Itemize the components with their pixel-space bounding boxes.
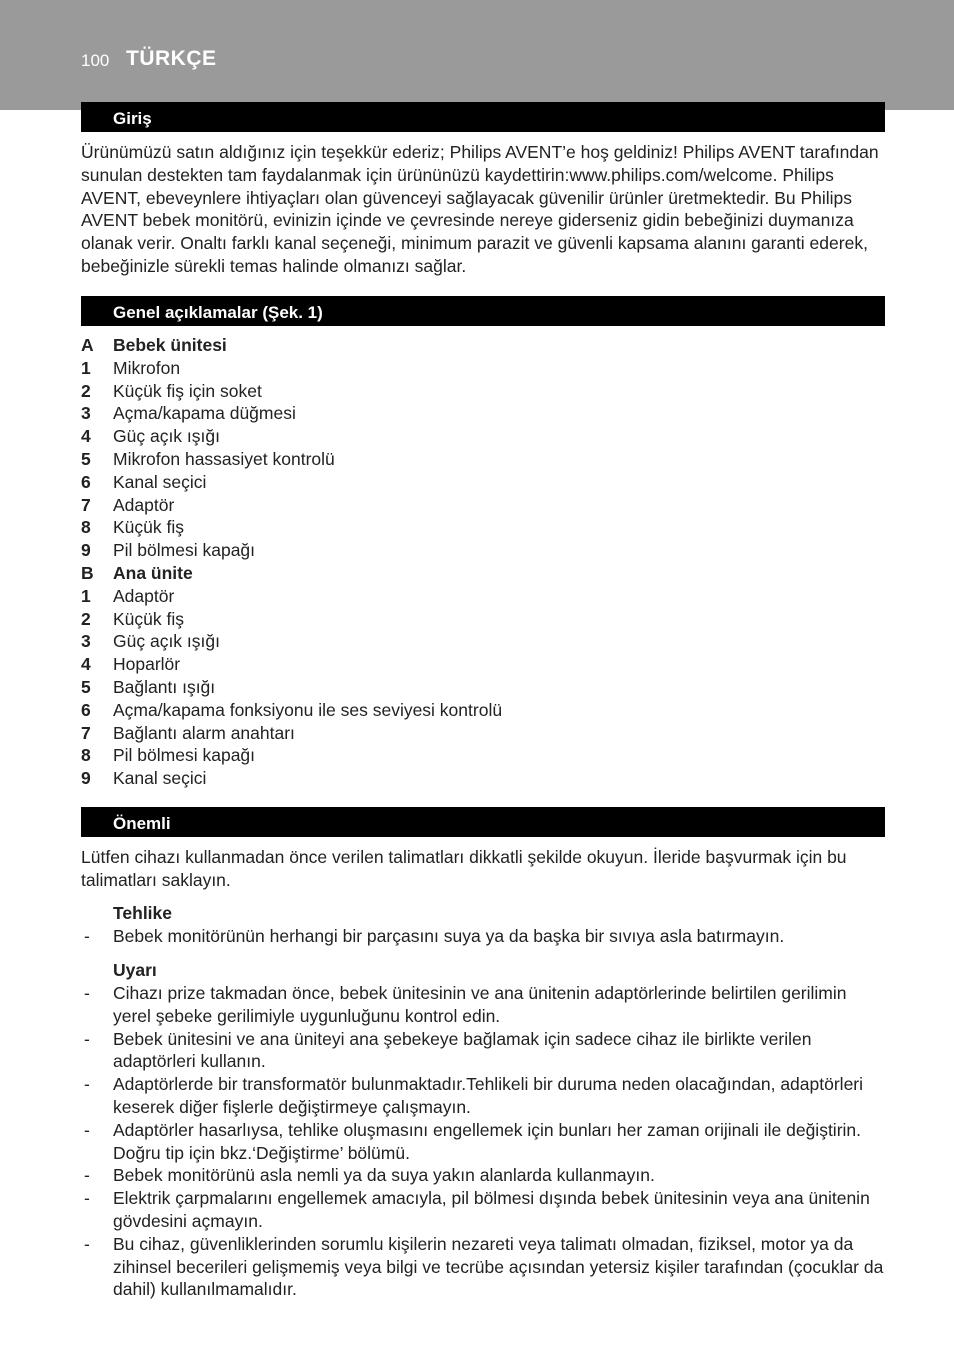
list-item — [81, 357, 887, 380]
list-item-text: Kanal seçici — [113, 471, 207, 492]
bullet-text: Bebek monitörünü asla nemli ya da suya yakın alanlarda kullanmayın. — [113, 1165, 655, 1186]
warning-list — [81, 982, 887, 1301]
list-item-key: B — [81, 562, 94, 583]
bullet-item — [81, 1233, 887, 1301]
list-item-text: Bebek ünitesi — [113, 335, 227, 355]
bullet-item — [81, 1028, 887, 1074]
bullet-text: Adaptörler hasarlıysa, tehlike oluşmasını engellemek için bunları her zaman orijinali ile değiştirin. Doğru tip için bkz.‘Değiştirme’ bölümü. — [113, 1119, 862, 1163]
list-item-text: Küçük fiş için soket — [113, 380, 262, 401]
list-item-key: 4 — [81, 654, 91, 675]
list-item-key: 7 — [81, 494, 91, 515]
bullet-item — [81, 925, 887, 948]
list-item-key: 4 — [81, 426, 91, 447]
bullet-dash: - — [84, 983, 90, 1003]
danger-list — [81, 925, 887, 948]
list-item-text: Pil bölmesi kapağı — [113, 745, 256, 766]
list-item-key: 1 — [81, 585, 91, 606]
list-item-key: 8 — [81, 745, 91, 766]
list-item — [81, 608, 887, 631]
list-item — [81, 402, 887, 425]
list-item — [81, 471, 887, 494]
list-item-text: Bağlantı alarm anahtarı — [113, 722, 295, 743]
bullet-item — [81, 1187, 887, 1233]
list-item-key: 2 — [81, 380, 91, 401]
list-item — [81, 380, 887, 403]
list-item — [81, 516, 887, 539]
page-number: 100 — [81, 51, 110, 70]
list-item-text: Güç açık ışığı — [113, 426, 220, 447]
list-item-key: 6 — [81, 471, 91, 492]
bullet-dash: - — [84, 1233, 90, 1254]
list-item — [81, 425, 887, 448]
list-item — [81, 494, 887, 517]
list-item-text: Hoparlör — [113, 654, 181, 675]
list-item-key: 8 — [81, 517, 91, 538]
list-item-text: Küçük fiş — [113, 517, 184, 538]
bullet-dash: - — [84, 1188, 90, 1209]
list-item — [81, 722, 887, 745]
bullet-item — [81, 1164, 887, 1187]
bullet-item — [81, 1073, 887, 1119]
bullet-item — [81, 982, 887, 1028]
list-item — [81, 744, 887, 767]
list-item-text: Açma/kapama fonksiyonu ile ses seviyesi kontrolü — [113, 699, 503, 720]
danger-heading: Tehlike — [113, 903, 173, 923]
list-item-text: Adaptör — [113, 585, 175, 606]
list-item-text: Bağlantı ışığı — [113, 676, 216, 697]
list-item — [81, 676, 887, 699]
list-item — [81, 699, 887, 722]
bullet-item — [81, 1119, 887, 1165]
list-group-heading — [81, 334, 887, 357]
bullet-dash: - — [84, 1028, 90, 1049]
list-item-key: 3 — [81, 631, 91, 652]
bullet-dash: - — [84, 1119, 90, 1140]
parts-list — [81, 334, 887, 790]
bullet-text: Bu cihaz, güvenliklerinden sorumlu kişilerin nezareti veya talimatı olmadan, fiziksel, motor ya da zihinsel becerileri gelişmemiş veya bilgi ve tecrübe açısından yetersiz kişiler tarafından (çocuklar da dahil) kullanılmamalıdır. — [113, 1233, 884, 1300]
section-heading-important: Önemli — [81, 807, 885, 837]
list-item-text: Mikrofon — [113, 357, 181, 378]
list-item-key: 2 — [81, 608, 91, 629]
important-intro: Lütfen cihazı kullanmadan önce verilen talimatları dikkatli şekilde okuyun. İleride başvurmak için bu talimatları saklayın. — [81, 847, 847, 890]
list-item-text: Ana ünite — [113, 562, 193, 583]
list-item-key: 9 — [81, 540, 91, 561]
bullet-text: Bebek ünitesini ve ana üniteyi ana şebekeye bağlamak için sadece cihaz ile birlikte verilen adaptörleri kullanın. — [113, 1028, 812, 1072]
list-item-text: Pil bölmesi kapağı — [113, 540, 256, 561]
language-title: TÜRKÇE — [126, 47, 217, 70]
list-item-text: Açma/kapama düğmesi — [113, 403, 296, 424]
list-item-text: Mikrofon hassasiyet kontrolü — [113, 448, 335, 469]
list-item-key: 6 — [81, 699, 91, 720]
list-item — [81, 585, 887, 608]
bullet-text: Adaptörlerde bir transformatör bulunmaktadır.Tehlikeli bir duruma neden olacağından, adaptörleri keserek diğer fişlerle değiştirmeye çalışmayın. — [113, 1074, 864, 1117]
header-band — [0, 0, 954, 110]
bullet-text: Elektrik çarpmalarını engellemek amacıyla, pil bölmesi dışında bebek ünitesinin veya ana ünitenin gövdesini açmayın. — [113, 1188, 870, 1231]
list-item — [81, 630, 887, 653]
list-item-key: 5 — [81, 676, 91, 697]
section-heading-intro: Giriş — [81, 102, 885, 132]
list-item — [81, 767, 887, 790]
bullet-text: Cihazı prize takmadan önce, bebek ünitesinin ve ana ünitenin adaptörlerinde belirtilen gerilimin yerel şebeke gerilimiyle uygunluğunu kontrol edin. — [113, 983, 847, 1026]
list-item-text: Güç açık ışığı — [113, 631, 220, 652]
list-item-text: Kanal seçici — [113, 768, 207, 789]
bullet-dash: - — [84, 1074, 90, 1095]
list-item-text: Küçük fiş — [113, 608, 184, 629]
bullet-text: Bebek monitörünün herhangi bir parçasını suya ya da başka bir sıvıya asla batırmayın. — [113, 926, 785, 946]
warning-heading: Uyarı — [113, 960, 157, 980]
list-item — [81, 448, 887, 471]
section-heading-general: Genel açıklamalar (Şek. 1) — [81, 296, 885, 326]
list-item — [81, 653, 887, 676]
list-group-heading — [81, 562, 887, 585]
intro-paragraph: Ürünümüzü satın aldığınız için teşekkür ederiz; Philips AVENT’e hoş geldiniz! Philips AVENT tarafından sunulan destekten tam faydalanmak için ürününüzü kaydettirin:www.philips.com/welcome. Philips AVENT, ebeveynlere ihtiyaçları olan güvenceyi sağlayacak güvenilir ürünler üretmektedir. Bu Philips AVENT bebek monitörü, evinizin içinde ve çevresinde nereye giderseniz gidin bebeğinizi duymanıza olanak verir. Onaltı farklı kanal seçeneği, minimum parazit ve güvenli kapsama alanını garanti ederek, bebeğinizle sürekli temas halinde olmanızı sağlar. — [81, 142, 879, 276]
list-item-key: 9 — [81, 768, 91, 789]
bullet-dash: - — [84, 1165, 90, 1186]
list-item-key: 7 — [81, 722, 91, 743]
list-item-key: A — [81, 335, 94, 355]
list-item-key: 3 — [81, 403, 91, 424]
list-item-key: 1 — [81, 357, 91, 378]
list-item-text: Adaptör — [113, 494, 175, 515]
list-item-key: 5 — [81, 448, 91, 469]
list-item — [81, 539, 887, 562]
bullet-dash: - — [84, 926, 90, 946]
